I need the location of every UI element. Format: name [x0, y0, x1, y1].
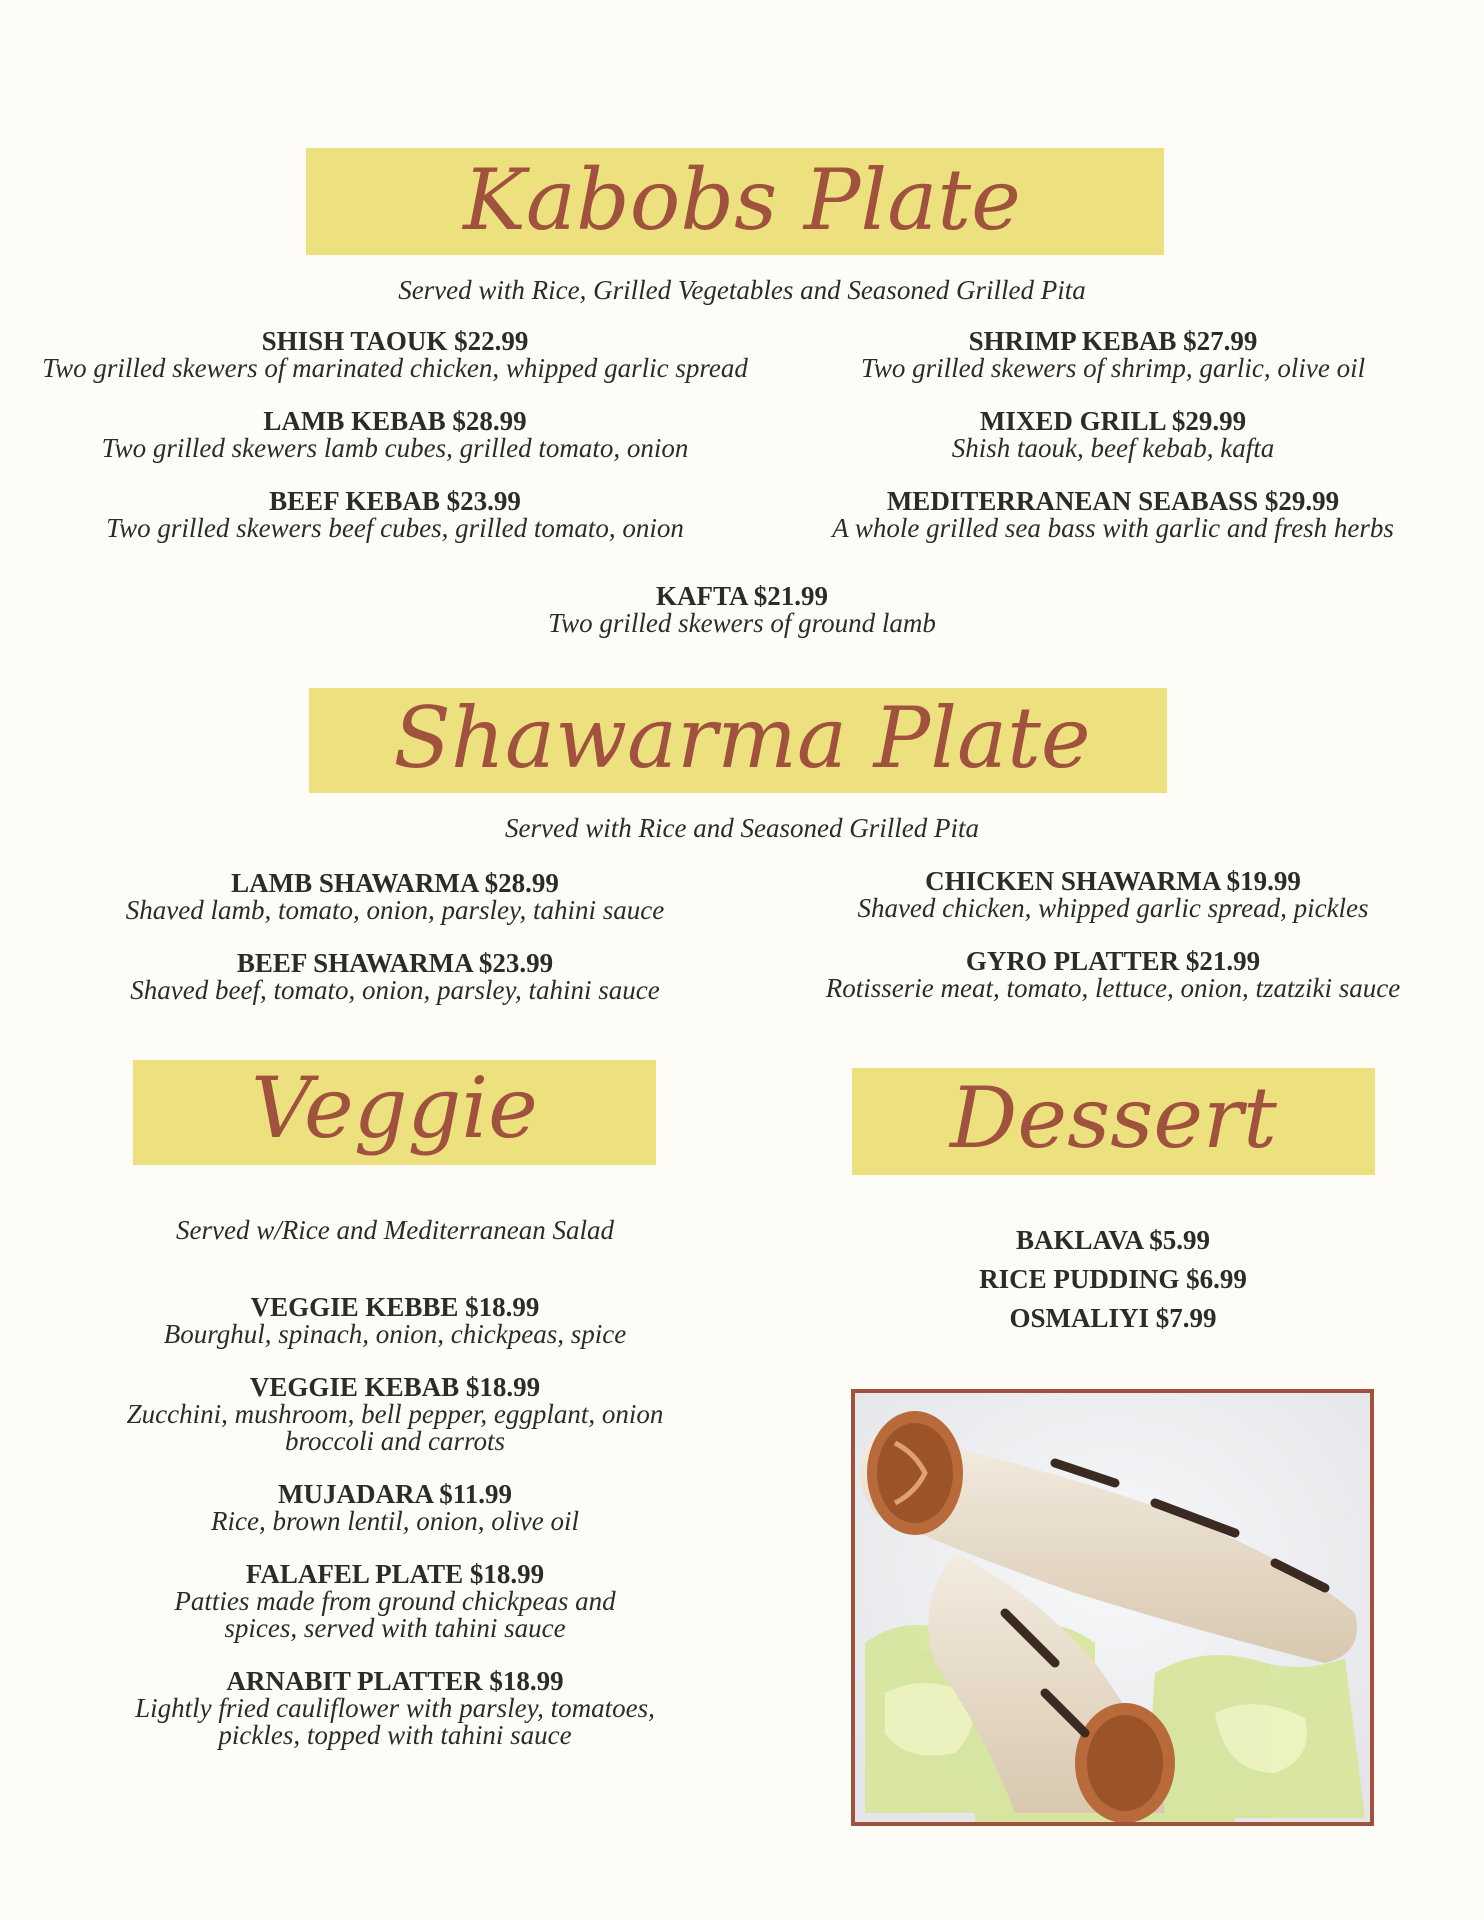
- item-name: LAMB SHAWARMA $28.99: [231, 868, 559, 898]
- item-name: BEEF KEBAB $23.99: [269, 486, 521, 516]
- menu-item: [30, 488, 760, 542]
- kabobs-subtitle: Served with Rice, Grilled Vegetables and Seasoned Grilled Pita: [398, 275, 1086, 305]
- item-desc: Shaved chicken, whipped garlic spread, pickles: [857, 893, 1369, 923]
- item-desc: A whole grilled sea bass with garlic and fresh herbs: [832, 513, 1394, 543]
- kabobs-title: Kabobs Plate: [463, 151, 1021, 249]
- shawarma-wrap-photo: [851, 1389, 1374, 1826]
- menu-item: [0, 583, 1484, 637]
- menu-item: [30, 950, 760, 1004]
- item-name: GYRO PLATTER $21.99: [965, 946, 1261, 976]
- menu-item: [30, 1481, 760, 1535]
- menu-item: [760, 488, 1466, 542]
- item-desc: Two grilled skewers beef cubes, grilled tomato, onion: [106, 513, 684, 543]
- item-name: SHISH TAOUK $22.99: [261, 326, 529, 356]
- item-desc: Two grilled skewers lamb cubes, grilled tomato, onion: [101, 433, 689, 463]
- item-name: CHICKEN SHAWARMA $19.99: [925, 866, 1301, 896]
- item-desc: Shaved beef, tomato, onion, parsley, tahini sauce: [130, 975, 660, 1005]
- item-desc: Lightly fried cauliflower with parsley, tomatoes,: [135, 1693, 655, 1723]
- menu-item: [30, 408, 760, 462]
- menu-item: [30, 1374, 760, 1455]
- dessert-item: OSMALIYI $7.99: [1009, 1303, 1217, 1333]
- menu-item: [760, 868, 1466, 922]
- item-desc: Zucchini, mushroom, bell pepper, eggplant, onion: [126, 1399, 664, 1429]
- item-desc: Rice, brown lentil, onion, olive oil: [211, 1506, 579, 1536]
- veggie-title: Veggie: [251, 1059, 538, 1157]
- menu-item: [760, 948, 1466, 1002]
- item-name: BEEF SHAWARMA $23.99: [236, 948, 554, 978]
- item-name: KAFTA $21.99: [655, 581, 828, 611]
- item-desc-line2: spices, served with tahini sauce: [224, 1613, 566, 1643]
- menu-item: [30, 328, 760, 382]
- dessert-title: Dessert: [950, 1069, 1277, 1167]
- item-name: MIXED GRILL $29.99: [979, 406, 1247, 436]
- shawarma-wrap-icon: [855, 1393, 1370, 1822]
- item-name: LAMB KEBAB $28.99: [263, 406, 527, 436]
- shawarma-subtitle: Served with Rice and Seasoned Grilled Pita: [505, 813, 979, 843]
- menu-item: [30, 1561, 760, 1642]
- veggie-subtitle: Served w/Rice and Mediterranean Salad: [176, 1215, 614, 1245]
- item-desc: Rotisserie meat, tomato, lettuce, onion, tzatziki sauce: [825, 973, 1401, 1003]
- item-name: MUJADARA $11.99: [278, 1479, 512, 1509]
- item-desc: Two grilled skewers of ground lamb: [548, 608, 936, 638]
- item-desc: Two grilled skewers of shrimp, garlic, olive oil: [860, 353, 1366, 383]
- dessert-item: RICE PUDDING $6.99: [979, 1264, 1247, 1294]
- menu-item: [30, 870, 760, 924]
- item-name: ARNABIT PLATTER $18.99: [226, 1666, 564, 1696]
- menu-item: [760, 408, 1466, 462]
- item-name: MEDITERRANEAN SEABASS $29.99: [886, 486, 1340, 516]
- shawarma-title: Shawarma Plate: [393, 689, 1091, 787]
- item-desc: Two grilled skewers of marinated chicken, whipped garlic spread: [42, 353, 748, 383]
- menu-item: [760, 328, 1466, 382]
- menu-item: [30, 1668, 760, 1749]
- item-desc: Patties made from ground chickpeas and: [174, 1586, 616, 1616]
- dessert-item: BAKLAVA $5.99: [1015, 1225, 1211, 1255]
- item-name: VEGGIE KEBAB $18.99: [249, 1372, 541, 1402]
- item-desc-line2: pickles, topped with tahini sauce: [218, 1720, 572, 1750]
- item-name: FALAFEL PLATE $18.99: [245, 1559, 545, 1589]
- item-desc-line2: broccoli and carrots: [285, 1426, 505, 1456]
- item-desc: Shaved lamb, tomato, onion, parsley, tahini sauce: [125, 895, 665, 925]
- item-name: SHRIMP KEBAB $27.99: [968, 326, 1258, 356]
- item-desc: Shish taouk, beef kebab, kafta: [951, 433, 1275, 463]
- item-desc: Bourghul, spinach, onion, chickpeas, spice: [163, 1319, 627, 1349]
- menu-item: [30, 1294, 760, 1348]
- item-name: VEGGIE KEBBE $18.99: [250, 1292, 540, 1322]
